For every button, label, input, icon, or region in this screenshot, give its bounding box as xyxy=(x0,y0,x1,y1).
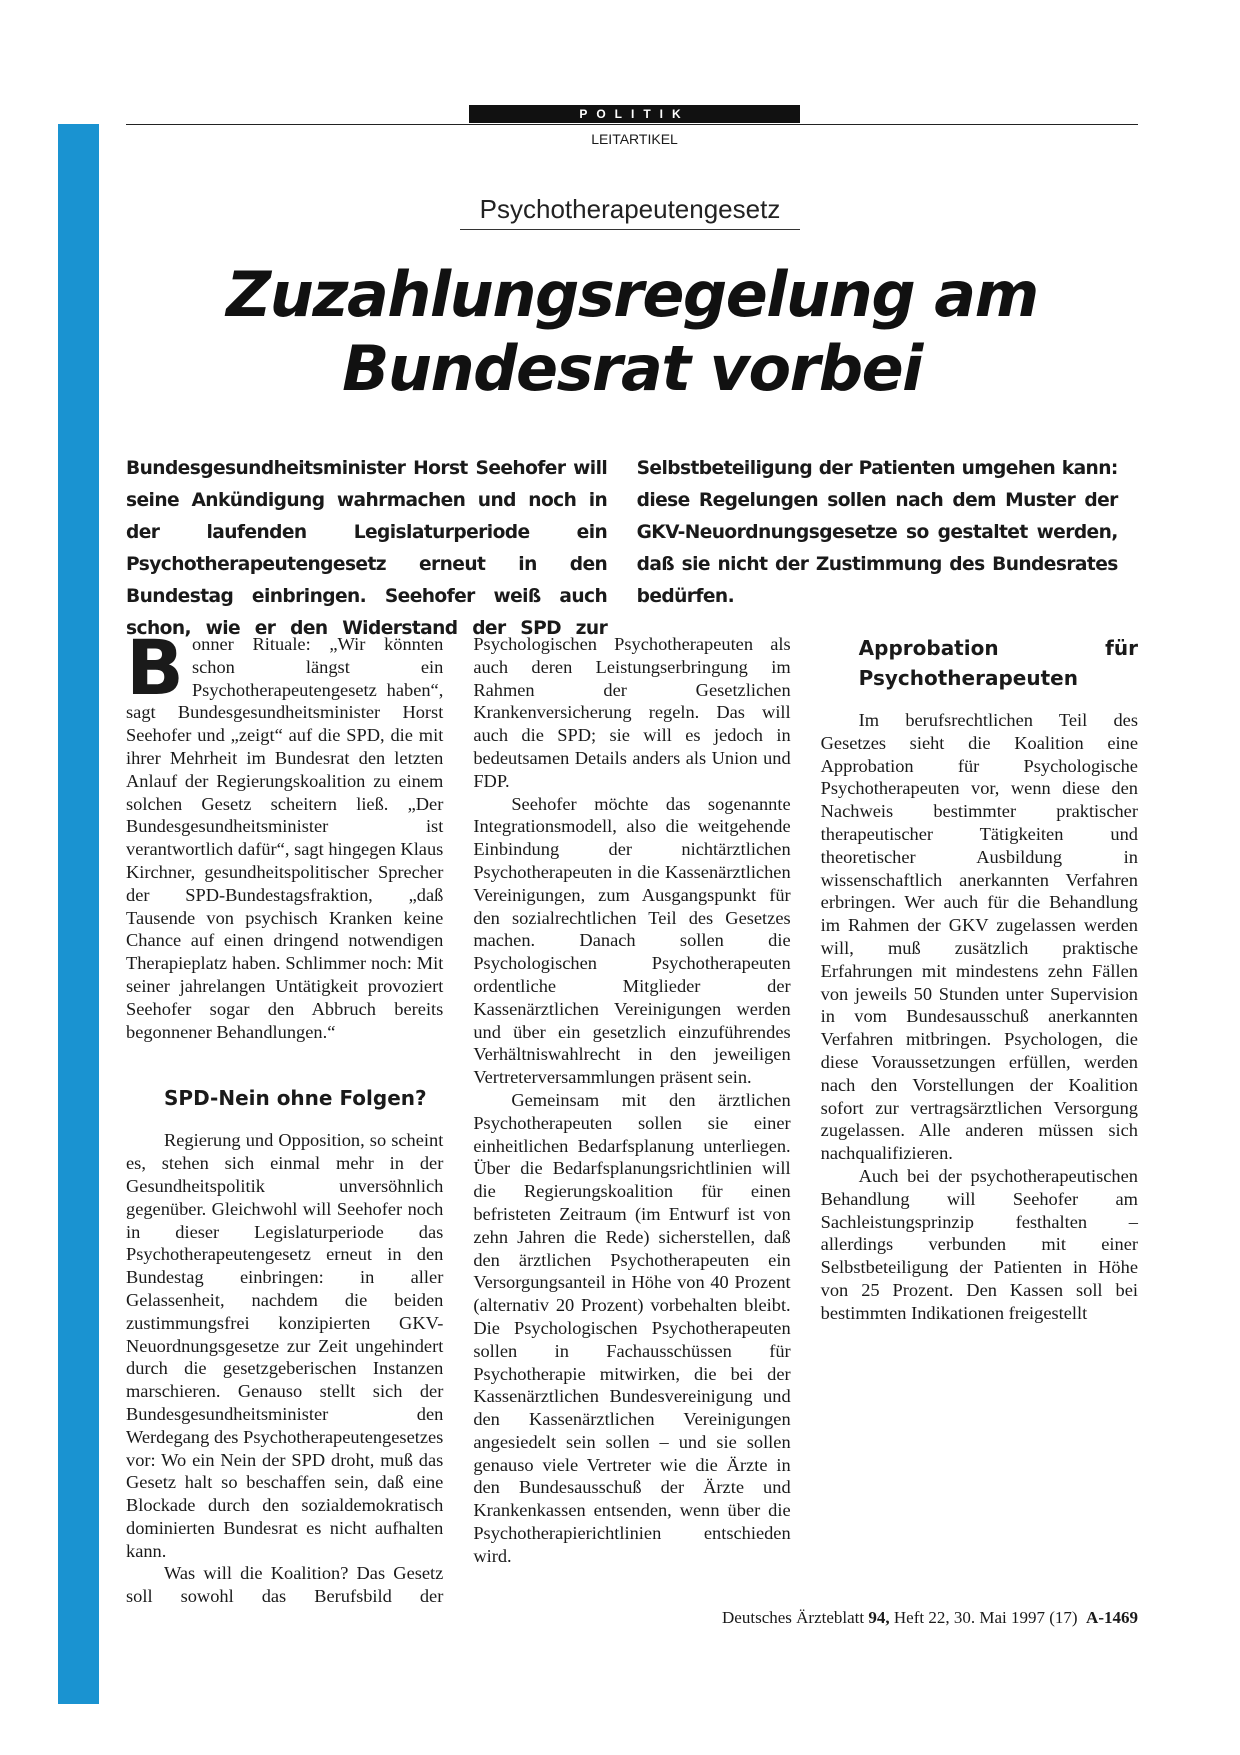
body-paragraph: Im berufsrechtlichen Teil des Gesetzes sieht die Koalition eine Approbation für Psychologische Psychotherapeuten vor, wenn diese den Nachweis bestimmter praktischer therapeutischer Tätigkeiten und theoretischer Ausbildung in wissenschaftlich anerkannten Verfahren erbringen. Wer auch für die Behandlung im Rahmen der GKV zugelassen werden will, muß zusätzlich praktische Erfahrungen mit mindestens zehn Fällen von jeweils 50 Stunden unter Supervision in vom Bundesausschuß anerkannten Verfahren mitbringen. Psychologen, die diese Voraussetzungen erfüllen, werden nach den Vorstellungen der Koalition sofort zur vertragsärztlichen Versorgung zugelassen. Alle anderen müssen sich nachqualifizieren. xyxy=(820,710,1138,1164)
body-paragraph-text: onner Rituale: „Wir könnten schon längst ein Psychotherapeutengesetz haben“, sagt Bundesgesundheitsminister Horst Seehofer und „zeigt“ auf die SPD, die mit ihrer Mehrheit im Bundesrat den letzten Anlauf der Regierungskoalition zu einem solchen Gesetz scheitern ließ. „Der Bundesgesundheitsminister ist verantwortlich dafür“, sagt hingegen Klaus Kirchner, gesundheitspolitischer Sprecher der SPD-Bundestagsfraktion, „daß Tausende von psychisch Kranken keine Chance auf einen dringend notwendigen Therapieplatz haben. Schlimmer noch: Mit seiner jahrelangen Untätigkeit provoziert Seehofer sogar den Abbruch bereits begonnener Behandlungen.“ xyxy=(126,634,444,1042)
lead-paragraph: Bundesgesundheitsminister Horst Seehofer will seine Ankündigung wahrmachen und noch in der laufenden Legislaturperiode ein Psychotherapeutengesetz erneut in den Bundestag einbringen. Seehofer weiß auch schon, wie er den Widerstand der SPD zur Selbstbeteiligung der Patienten umgehen kann: diese Regelungen sollen nach dem Muster der GKV-Neuordnungsgesetze so gestaltet werden, daß sie nicht der Zustimmung des Bundesrates bedürfen. xyxy=(126,457,1118,639)
section-label: POLITIK xyxy=(469,105,800,123)
article-lead xyxy=(126,452,1118,644)
dropcap: B xyxy=(126,623,184,712)
body-paragraph: Regierung und Opposition, so scheint es, stehen sich einmal mehr in der Gesundheitspolitik unversöhnlich gegenüber. Gleichwohl will Seehofer noch in dieser Legislaturperiode das Psychotherapeutengesetz erneut in den Bundestag einbringen: in aller Gelassenheit, nachdem die beiden zustimmungsfrei konzipierten GKV-Neuordnungsgesetze zur Zeit ungehindert durch die gesetzgeberischen Instanzen marschieren. Genauso stellt sich der Bundesgesundheitsminister den Werdegang des Psychotherapeutengesetzes vor: Wo ein Nein der SPD droht, muß das Gesetz halt so beschaffen sein, daß eine Blockade durch den sozialdemokratisch dominierten Bundesrat es nicht aufhalten kann. xyxy=(126,1130,444,1561)
journal-name: Deutsches Ärzteblatt xyxy=(722,1608,865,1627)
body-paragraph: Gemeinsam mit den ärztlichen Psychotherapeuten sollen sie einer einheitlichen Bedarfsplanung unterliegen. Über die Bedarfsplanungsrichtlinien will die Regierungskoalition für einen befristeten Zeitraum (im Entwurf ist von zehn Jahren die Rede) sicherstellen, daß den ärztlichen Psychotherapeuten ein Versorgungsanteil in Höhe von 40 Prozent (alternativ 20 Prozent) vorbehalten bleibt. Die Psychologischen Psychotherapeuten sollen in Fachausschüssen für Psychotherapie mitwirken, die bei der Kassenärztlichen Bundesvereinigung und den Kassenärztlichen Vereinigungen angesiedelt sein sollen – und sie sollen genauso viele Vertreter wie die Ärzte in den Bundesausschuß der Ärzte und Krankenkassen entsenden, wenn über die Psychotherapierichtlinien entschieden wird. xyxy=(473,1089,791,1566)
top-rule xyxy=(126,124,1138,125)
body-paragraph: Auch bei der psychotherapeutischen Behandlung will Seehofer am Sachleistungsprinzip festhalten – allerdings verbunden mit einer Selbstbeteiligung der Patienten in Höhe von 25 Prozent. Den Kassen soll bei bestimmten Indikationen freigestellt xyxy=(820,1165,1138,1323)
journal-volume: 94, xyxy=(868,1608,890,1627)
page-footer xyxy=(600,1608,1138,1628)
article-body xyxy=(126,623,1138,1613)
subsection-label: LEITARTIKEL xyxy=(591,131,678,147)
body-paragraph: Seehofer möchte das sogenannte Integrationsmodell, also die weitgehende Einbindung der nichtärztlichen Psychotherapeuten in die Kassenärztlichen Vereinigungen, zum Ausgangspunkt für den sozialrechtlichen Teil des Gesetzes machen. Danach sollen die Psychologischen Psychotherapeuten ordentliche Mitglieder der Kassenärztlichen Vereinigungen werden und über ein gesetzlich einzuführendes Verhältniswahlrecht in den jeweiligen Vertreterversammlungen präsent sein. xyxy=(473,793,791,1088)
accent-bar xyxy=(58,124,99,1704)
subheading: Approbation für Psychotherapeuten xyxy=(858,636,1138,690)
article-headline: Zuzahlungsregelung am Bundesrat vorbei xyxy=(226,258,1038,405)
body-paragraph xyxy=(126,623,444,1043)
article-topic: Psychotherapeutengesetz xyxy=(460,194,800,230)
body-paragraph: Was will die Koalition? Das Gesetz soll sowohl das Berufsbild der Psychologischen Psychotherapeuten als auch deren Leistungserbringung im Rahmen der Gesetzlichen Krankenversicherung regeln. Das will auch die SPD; sie will es jedoch in bedeutsamen Details anders als Union und FDP. xyxy=(126,634,791,1607)
subheading: SPD-Nein ohne Folgen? xyxy=(164,1086,427,1111)
journal-issue: Heft 22, 30. Mai 1997 (17) xyxy=(893,1608,1078,1627)
page-number: A-1469 xyxy=(1086,1608,1138,1627)
